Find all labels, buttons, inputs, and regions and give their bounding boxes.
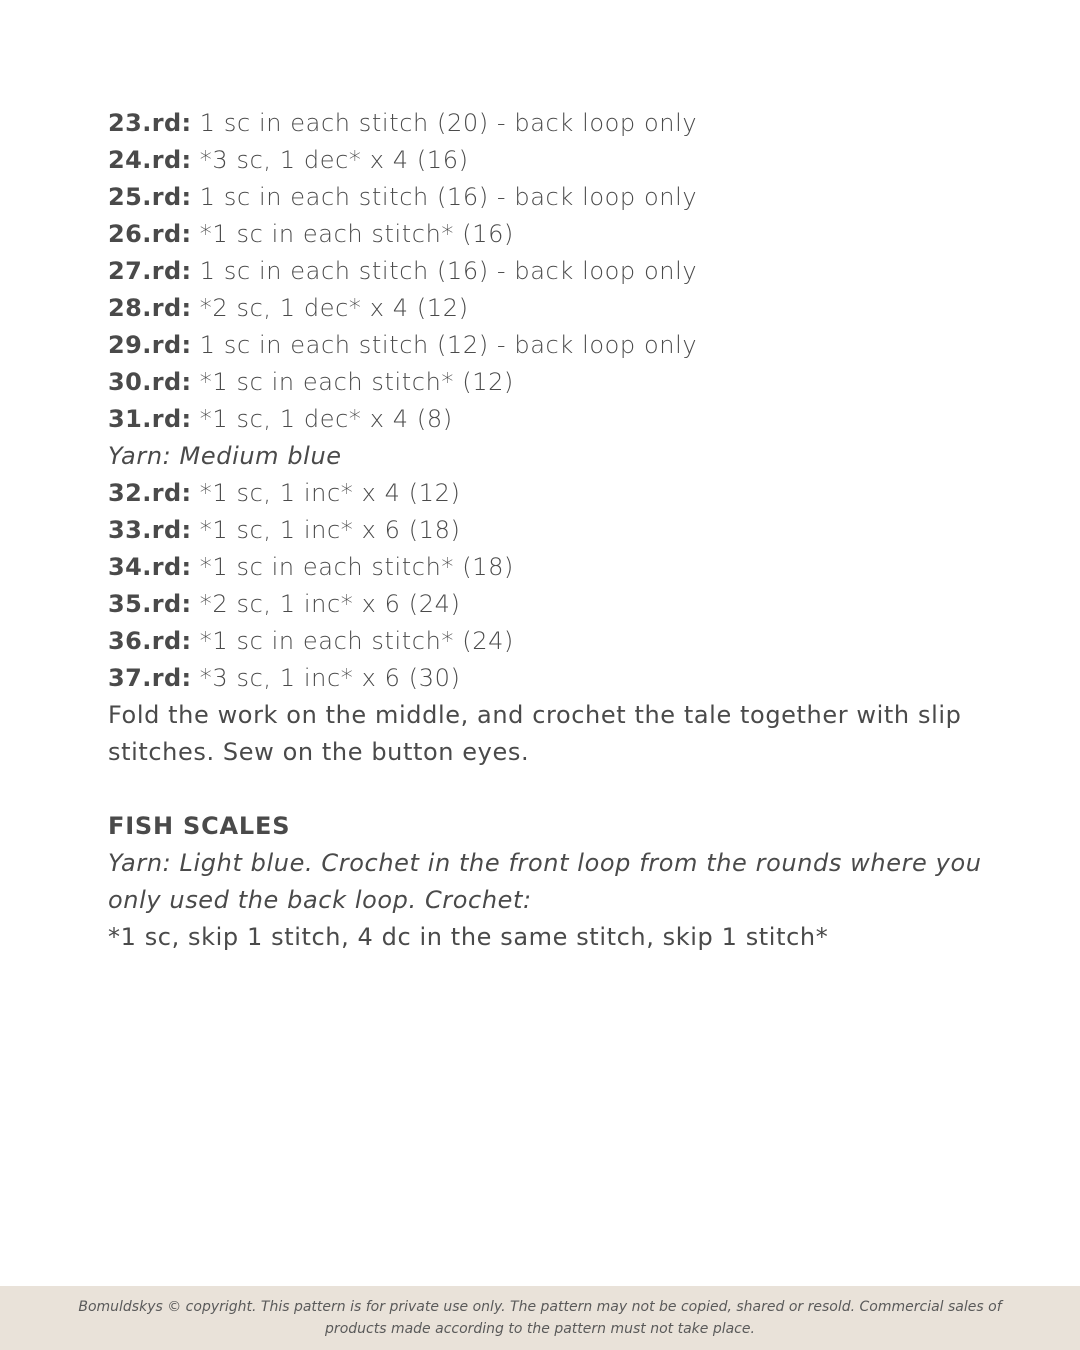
round-instruction: *1 sc in each stitch* (18) (199, 553, 514, 581)
round-24 (108, 142, 988, 179)
round-label: 34.rd: (108, 553, 192, 581)
round-label: 31.rd: (108, 405, 192, 433)
round-instruction: 1 sc in each stitch (20) - back loop only (199, 109, 698, 137)
yarn-note: Yarn: Medium blue (108, 442, 342, 470)
round-26 (108, 216, 988, 253)
round-34 (108, 549, 988, 586)
copyright-footer (0, 1286, 1080, 1350)
round-instruction: *1 sc in each stitch* (12) (199, 368, 514, 396)
round-label: 29.rd: (108, 331, 192, 359)
round-35 (108, 586, 988, 623)
round-instruction: *2 sc, 1 dec* x 4 (12) (199, 294, 469, 322)
pattern-content (108, 105, 988, 956)
round-label: 23.rd: (108, 109, 192, 137)
fish-scales-yarn-instruction: Yarn: Light blue. Crochet in the front loop from the rounds where you only used the back loop. Crochet: (108, 849, 982, 914)
round-31 (108, 401, 988, 438)
round-33 (108, 512, 988, 549)
round-instruction: 1 sc in each stitch (16) - back loop only (199, 183, 698, 211)
round-29 (108, 327, 988, 364)
round-30 (108, 364, 988, 401)
round-36 (108, 623, 988, 660)
round-37 (108, 660, 988, 697)
round-instruction: 1 sc in each stitch (16) - back loop only (199, 257, 698, 285)
round-label: 35.rd: (108, 590, 192, 618)
round-label: 37.rd: (108, 664, 192, 692)
round-instruction: *1 sc in each stitch* (24) (199, 627, 514, 655)
fish-scales-stitch-pattern: *1 sc, skip 1 stitch, 4 dc in the same stitch, skip 1 stitch* (108, 923, 829, 951)
round-instruction: *3 sc, 1 dec* x 4 (16) (199, 146, 469, 174)
round-label: 30.rd: (108, 368, 192, 396)
round-instruction: *1 sc, 1 inc* x 4 (12) (199, 479, 461, 507)
section-spacer (108, 771, 988, 808)
round-label: 36.rd: (108, 627, 192, 655)
fold-instruction: Fold the work on the middle, and crochet the tale together with slip stitches. Sew on the button eyes. (108, 701, 962, 766)
fish-scales-heading: FISH SCALES (108, 812, 291, 840)
round-28 (108, 290, 988, 327)
round-instruction: *3 sc, 1 inc* x 6 (30) (199, 664, 461, 692)
round-label: 24.rd: (108, 146, 192, 174)
round-32 (108, 475, 988, 512)
round-25 (108, 179, 988, 216)
round-instruction: *1 sc, 1 inc* x 6 (18) (199, 516, 461, 544)
round-instruction: *2 sc, 1 inc* x 6 (24) (199, 590, 461, 618)
round-instruction: *1 sc, 1 dec* x 4 (8) (199, 405, 453, 433)
round-label: 32.rd: (108, 479, 192, 507)
round-label: 25.rd: (108, 183, 192, 211)
round-label: 26.rd: (108, 220, 192, 248)
round-instruction: *1 sc in each stitch* (16) (199, 220, 514, 248)
round-label: 33.rd: (108, 516, 192, 544)
round-27 (108, 253, 988, 290)
round-23 (108, 105, 988, 142)
round-label: 27.rd: (108, 257, 192, 285)
round-label: 28.rd: (108, 294, 192, 322)
copyright-notice: Bomuldskys © copyright. This pattern is for private use only. The pattern may not be copied, shared or resold. Commercial sales of products made according to the pattern must not take place. (78, 1299, 1002, 1337)
round-instruction: 1 sc in each stitch (12) - back loop only (199, 331, 698, 359)
